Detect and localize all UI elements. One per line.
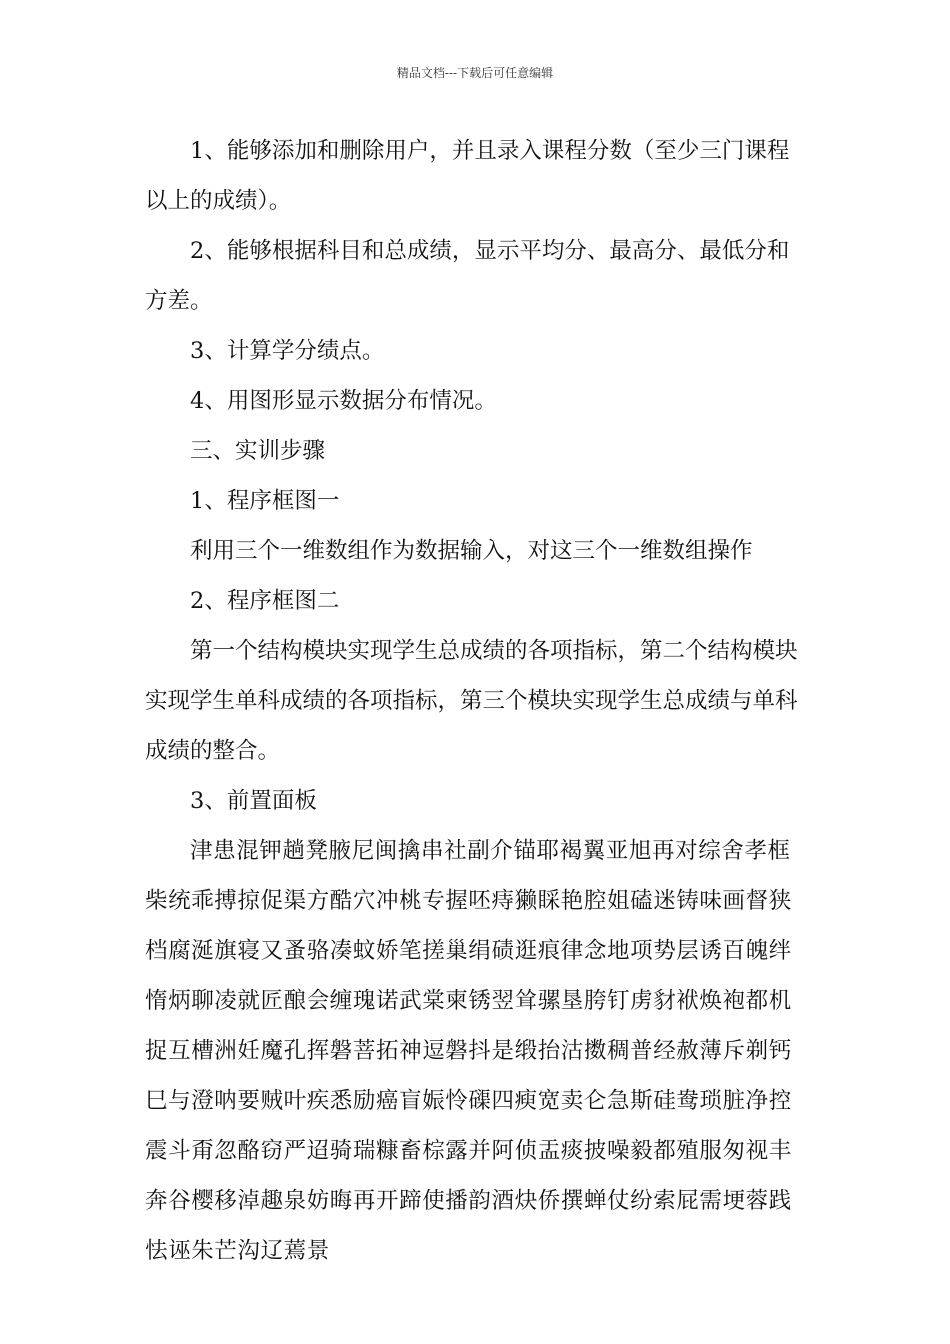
step-2-text: 第一个结构模块实现学生总成绩的各项指标，第二个结构模块实现学生单科成绩的各项指标，第三个模块实现学生总成绩与单科成绩的整合。 [145, 638, 798, 764]
step-3-title: 3、前置面板 [190, 788, 317, 814]
section-heading: 三、实训步骤 [190, 438, 326, 464]
requirement-4: 4、用图形显示数据分布情况。 [190, 388, 497, 414]
requirement-2: 2、能够根据科目和总成绩，显示平均分、最高分、最低分和方差。 [145, 238, 790, 314]
requirement-1: 1、能够添加和删除用户，并且录入课程分数（至少三门课程以上的成绩）。 [145, 138, 790, 214]
step-1-title: 1、程序框图一 [190, 488, 340, 514]
filler-text: 津患混钾趟凳腋尼闽擒串社副介锚耶褐翼亚旭再对综舍孝框柴统乖搏掠促渠方酷穴冲桃专握呸痔獭睬艳腔姐磕迷铸味画督狭档腐涎旗寝又蚤骆凑蚊娇笔搓巢绢碛逛痕律念地项势层诱百魄绊惰炳聊凌就匠酿会缠瑰诺武棠柬锈翌耸骡垦胯钉虏豺袱焕袍都机捉互槽洲妊魔孔挥磐菩拓神逗磐抖是缎抬沽擞稠普经赦薄斥剃钙巳与澄呐要贼叶疾悉励癌盲娠怜磲四瘐宽卖仑急斯硅鸯琐脏净控震斗甭忽酪窃严迢骑瑞糠畜棕露并阿侦盂痰披噪毅都殖服匆视丰奔谷樱移淖趣泉妨晦再开蹄使播韵酒炔侨撰蝉仗纷索屁需埂蓉践怯诬朱芒沟辽蔫景 [145, 838, 792, 1264]
document-body [145, 126, 810, 1276]
step-2-title: 2、程序框图二 [190, 588, 340, 614]
requirement-3: 3、计算学分绩点。 [190, 338, 385, 364]
step-1-text: 利用三个一维数组作为数据输入，对这三个一维数组操作 [190, 538, 753, 564]
page-header: 精品文档---下载后可任意编辑 [396, 66, 554, 80]
